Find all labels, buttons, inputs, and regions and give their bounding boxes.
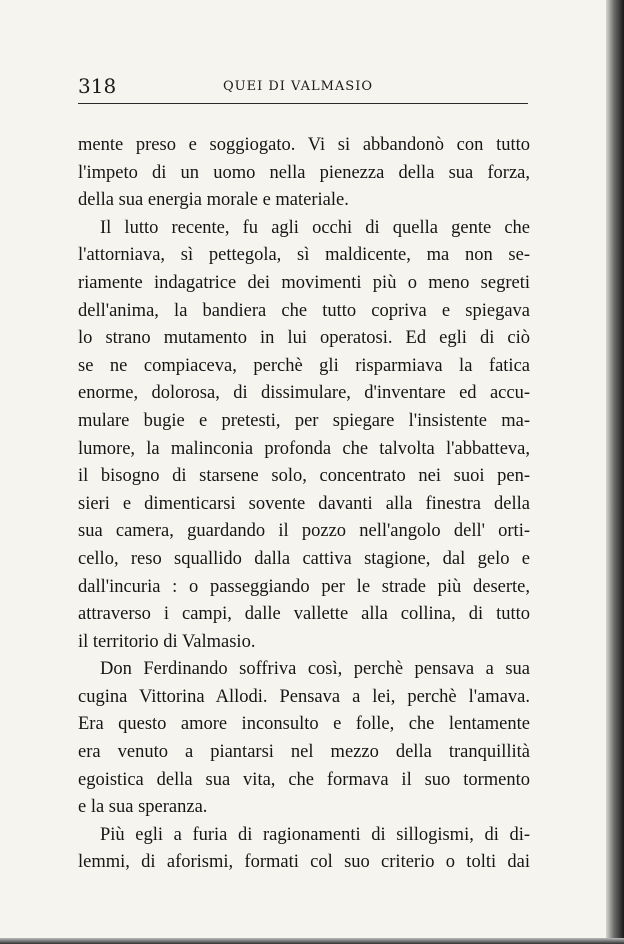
text-line: della sua energia morale e materiale. [78, 190, 349, 211]
page-spine-shadow [606, 0, 624, 944]
text-line: mente preso e soggiogato. Vi si abbandonò con tutto [78, 135, 530, 155]
text-line: egoistica della sua vita, che formava il suo tormento [78, 769, 530, 790]
text-line: riamente indagatrice dei movimenti più o meno segreti [78, 272, 530, 293]
header-rule [78, 103, 528, 104]
text-line: cugina Vittorina Allodi. Pensava a lei, perchè l'amava. [78, 686, 530, 707]
text-line: mulare bugie e pretesti, per spiegare l'insistente ma- [78, 410, 530, 431]
running-title: QUEI DI VALMASIO [223, 79, 373, 94]
page-number: 318 [78, 74, 117, 98]
text-line: il territorio di Valmasio. [78, 631, 256, 652]
body-text [78, 132, 530, 877]
text-line: Il lutto recente, fu agli occhi di quella gente che [100, 217, 530, 238]
text-line: Don Ferdinando soffriva così, perchè pensava a sua [100, 659, 530, 680]
text-line: lumore, la malinconia profonda che talvolta l'abbatteva, [78, 438, 530, 459]
text-line: l'attorniava, sì pettegola, sì maldicente, ma non se- [78, 245, 530, 266]
text-line: se ne compiaceva, perchè gli risparmiava la fatica [78, 355, 530, 376]
text-line: l'impeto di un uomo nella pienezza della sua forza, [78, 162, 530, 183]
text-line: e la sua speranza. [78, 797, 208, 818]
text-line: lo strano mutamento in lui operatosi. Ed egli di ciò [78, 328, 530, 349]
text-line: attraverso i campi, dalle vallette alla collina, di tutto [78, 604, 530, 625]
text-line: Più egli a furia di ragionamenti di sillogismi, di di- [100, 824, 530, 845]
text-line: sieri e dimenticarsi sovente davanti alla finestra della [78, 493, 530, 514]
text-line: cello, reso squallido dalla cattiva stagione, dal gelo e [78, 548, 530, 569]
text-line: era venuto a piantarsi nel mezzo della tranquillità [78, 742, 530, 763]
text-line: sua camera, guardando il pozzo nell'angolo dell' orti- [78, 521, 530, 542]
page-bottom-edge [0, 938, 624, 944]
text-line: dell'anima, la bandiera che tutto copriva e spiegava [78, 300, 530, 321]
text-line: il bisogno di starsene solo, concentrato nei suoi pen- [78, 466, 530, 487]
text-line: enorme, dolorosa, di dissimulare, d'inventare ed accu- [78, 383, 530, 404]
text-line: Era questo amore inconsulto e folle, che lentamente [78, 714, 530, 735]
text-line: dall'incuria : o passeggiando per le strade più deserte, [78, 576, 530, 597]
text-line: lemmi, di aforismi, formati col suo criterio o tolti dai [78, 852, 530, 873]
page-header [78, 74, 526, 102]
